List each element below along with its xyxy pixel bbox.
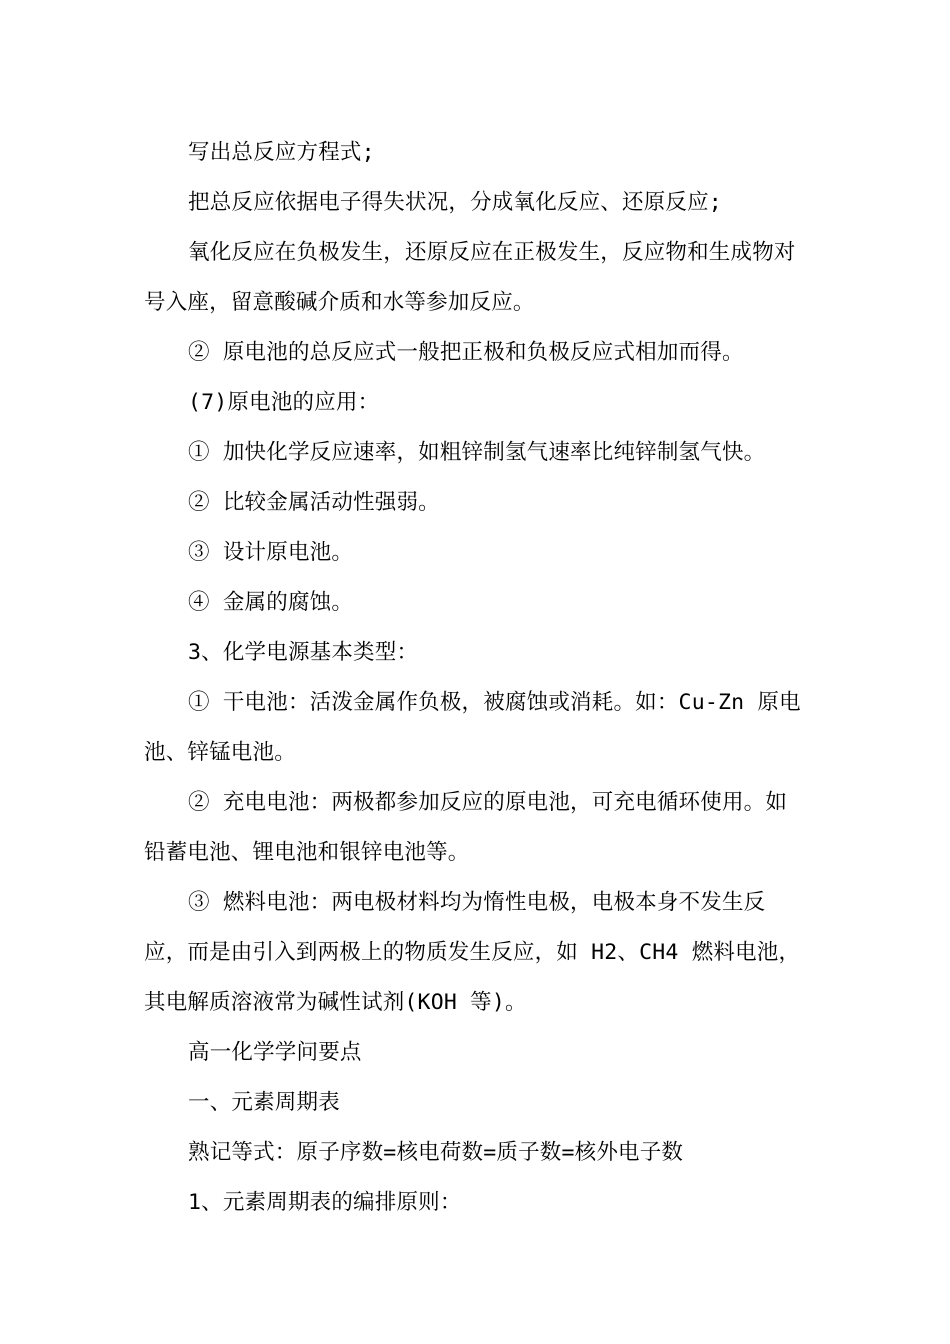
paragraph-arrangement-principles: 1、元素周期表的编排原则： xyxy=(188,1190,462,1215)
paragraph-fuel-cell: ③ 燃料电池：两电极材料均为惰性电极，电极本身不发生反应，而是由引入到两极上的物质发生反应，如 H2、CH4 燃料电池，其电解质溶液常为碱性试剂(KOH 等)。 xyxy=(144,890,801,1015)
paragraph-application-2: ② 比较金属活动性强弱。 xyxy=(188,490,440,515)
document-page xyxy=(144,128,814,1228)
paragraph-application-4: ④ 金属的腐蚀。 xyxy=(188,590,354,615)
paragraph-application-3: ③ 设计原电池。 xyxy=(188,540,354,565)
paragraph-applications-heading: (7)原电池的应用： xyxy=(188,390,380,415)
paragraph-total-equation: 写出总反应方程式; xyxy=(188,140,375,165)
paragraph-electrode-reactions: 氧化反应在负极发生，还原反应在正极发生，反应物和生成物对号入座，留意酸碱介质和水等参加反应。 xyxy=(144,240,796,315)
paragraph-periodic-table-heading: 一、元素周期表 xyxy=(188,1090,340,1115)
paragraph-section-title: 高一化学学问要点 xyxy=(188,1040,362,1065)
paragraph-battery-types-heading: 3、化学电源基本类型： xyxy=(188,640,419,665)
paragraph-total-reaction-sum: ② 原电池的总反应式一般把正极和负极反应式相加而得。 xyxy=(188,340,744,365)
paragraph-atomic-number-equation: 熟记等式：原子序数=核电荷数=质子数=核外电子数 xyxy=(188,1140,684,1165)
paragraph-application-1: ① 加快化学反应速率，如粗锌制氢气速率比纯锌制氢气快。 xyxy=(188,440,766,465)
paragraph-rechargeable-cell: ② 充电电池：两极都参加反应的原电池，可充电循环使用。如铅蓄电池、锂电池和银锌电池等。 xyxy=(144,790,788,865)
paragraph-split-reactions: 把总反应依据电子得失状况，分成氧化反应、还原反应; xyxy=(188,190,722,215)
paragraph-dry-cell: ① 干电池：活泼金属作负极，被腐蚀或消耗。如：Cu-Zn 原电池、锌锰电池。 xyxy=(144,690,801,765)
